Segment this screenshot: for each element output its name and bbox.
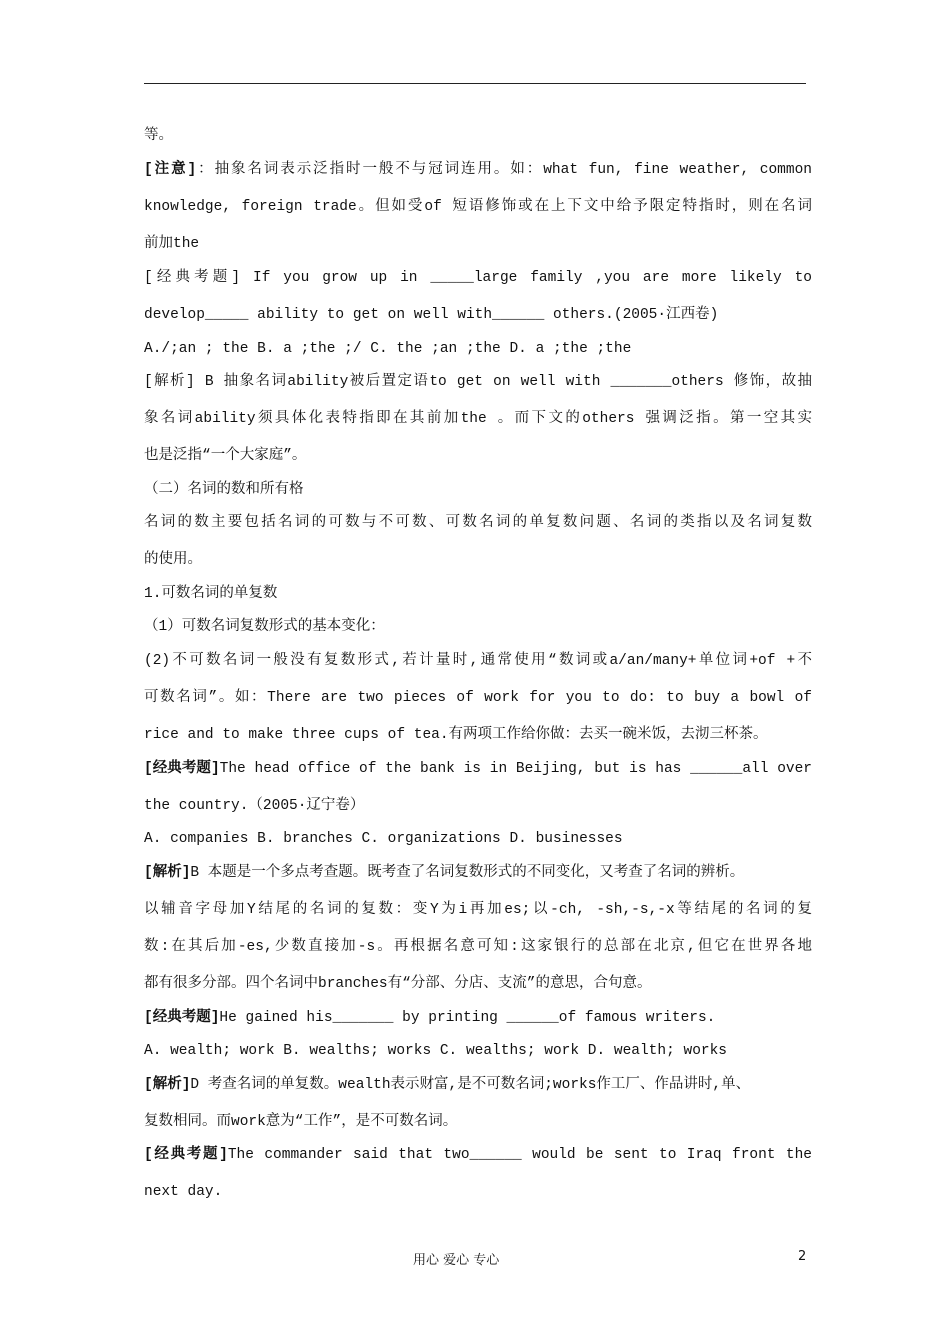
- header-rule: [144, 83, 806, 84]
- text-line: 也是泛指“一个大家庭”。: [144, 448, 307, 464]
- analysis-line: [解析]D 考查名词的单复数。wealth表示财富,是不可数名词;works作工厂、作品讲时,单、: [144, 1077, 751, 1093]
- label-marker: [经典考题]: [144, 1147, 228, 1163]
- label-marker: [注意]: [144, 162, 197, 178]
- text-line: [注意]：抽象名词表示泛指时一般不与冠词连用。如：what fun, fine weather, common: [144, 162, 812, 178]
- text-line: develop_____ ability to get on well with______ others.(2005·江西卷): [144, 307, 719, 323]
- text-line: next day.: [144, 1184, 223, 1200]
- label-marker: [经典考题]: [144, 761, 220, 777]
- analysis-line: [解析] B 抽象名词ability被后置定语to get on well with _______others 修饰，故抽: [144, 374, 812, 390]
- answer-options: A. companies B. branches C. organizations D. businesses: [144, 831, 623, 847]
- exam-question-heading: [经典考题] If you grow up in _____large family ,you are more likely to: [144, 270, 812, 286]
- exam-question-heading: [经典考题]He gained his_______ by printing ______of famous writers.: [144, 1010, 716, 1026]
- text-line: 象名词ability须具体化表特指即在其前加the 。而下文的others 强调泛指。第一空其实: [144, 411, 812, 427]
- answer-options: A. wealth; work B. wealths; works C. wealths; work D. wealth; works: [144, 1043, 727, 1059]
- label-marker: [解析]: [144, 865, 191, 881]
- page-number: 2: [798, 1249, 807, 1264]
- text-line: 以辅音字母加Y结尾的名词的复数：变Y为i再加es;以-ch, -sh,-s,-x等结尾的名词的复: [144, 902, 812, 918]
- footer-motto: 用心 爱心 专心: [413, 1253, 500, 1268]
- label-marker: [解析]: [144, 1077, 191, 1093]
- text-line: the country.（2005·辽宁卷）: [144, 798, 365, 814]
- text-line: 复数相同。而work意为“工作”，是不可数名词。: [144, 1114, 458, 1130]
- exam-question-heading: [经典考题]The commander said that two______ would be sent to Iraq front the: [144, 1147, 812, 1163]
- subsection-heading: 1.可数名词的单复数: [144, 586, 278, 602]
- text-line: 可数名词”。如：There are two pieces of work for you to do: to buy a bowl of: [144, 690, 812, 706]
- text-line: rice and to make three cups of tea.有两项工作给你做：去买一碗米饭，去沏三杯茶。: [144, 727, 768, 743]
- analysis-line: [解析]B 本题是一个多点考查题。既考查了名词复数形式的不同变化，又考查了名词的辨析。: [144, 865, 745, 881]
- text-line: 前加the: [144, 236, 200, 252]
- section-heading: （二）名词的数和所有格: [144, 482, 304, 498]
- text-line: 数:在其后加-es,少数直接加-s。再根据名意可知:这家银行的总部在北京,但它在世界各地: [144, 939, 812, 955]
- text-line: (2)不可数名词一般没有复数形式,若计量时,通常使用“数词或a/an/many+单位词+of +不: [144, 653, 812, 669]
- exam-question-heading: [经典考题]The head office of the bank is in Beijing, but is has ______all over: [144, 761, 812, 777]
- text-line: （1）可数名词复数形式的基本变化：: [144, 619, 385, 635]
- answer-options: A./;an ; the B. a ;the ;/ C. the ;an ;the D. a ;the ;the: [144, 341, 632, 357]
- text-line: 名词的数主要包括名词的可数与不可数、可数名词的单复数问题、名词的类指以及名词复数: [144, 515, 812, 531]
- text-line: 等。: [144, 128, 173, 144]
- text-line: 都有很多分部。四个名词中branches有“分部、分店、支流”的意思，合句意。: [144, 976, 652, 992]
- label-marker: [经典考题]: [144, 1010, 220, 1026]
- text-line: 的使用。: [144, 552, 202, 568]
- text-line: knowledge, foreign trade。但如受of 短语修饰或在上下文中给予限定特指时，则在名词: [144, 199, 812, 215]
